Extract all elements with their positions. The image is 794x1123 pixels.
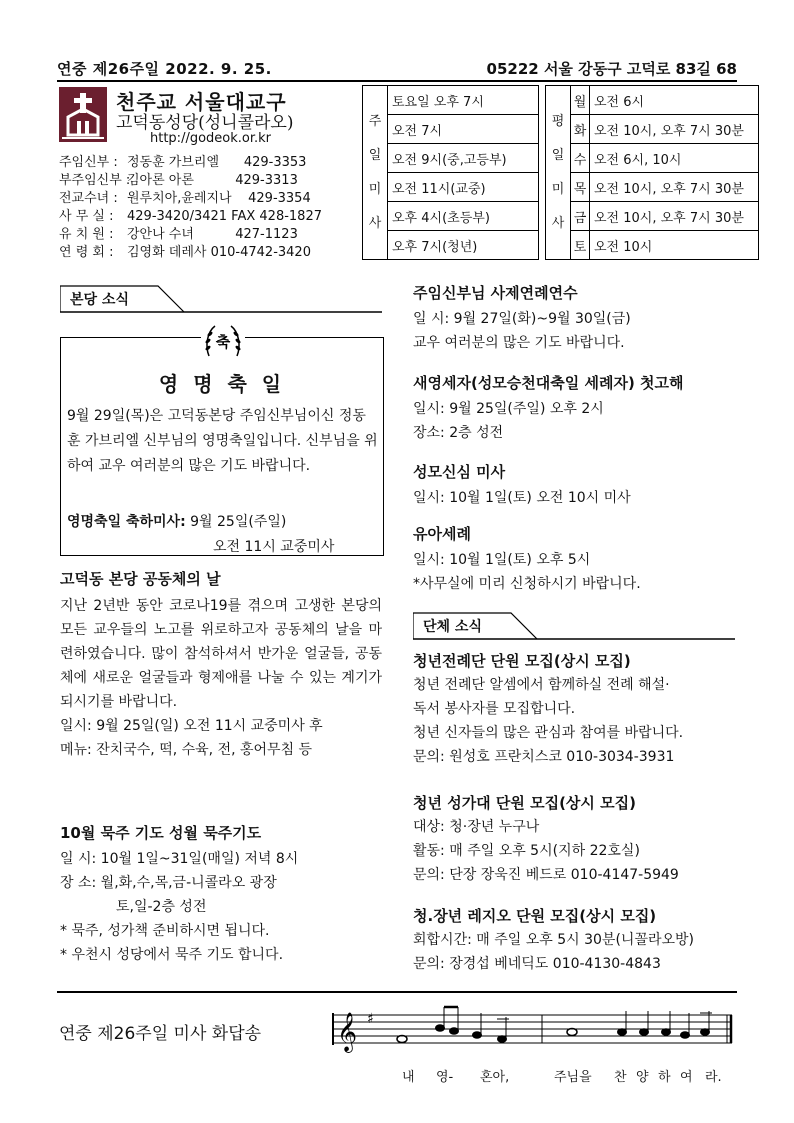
sunday-label-char: 사	[368, 215, 382, 231]
psalm-lyric-syllable: 주님을	[554, 1070, 592, 1085]
feast-mass	[67, 510, 334, 560]
weekday-mass-time: 오전 10시, 오후 7시 30분	[590, 173, 759, 202]
psalm-lyric-syllable: 영-	[436, 1070, 454, 1085]
weekday-mass-time: 오전 10시, 오후 7시 30분	[590, 115, 759, 144]
sunday-mass-time: 토요일 오후 7시	[388, 86, 539, 115]
svg-text:𝄞: 𝄞	[337, 1012, 358, 1052]
community-day-menu: 메뉴: 잔치국수, 떡, 수육, 전, 홍어무침 등	[60, 742, 313, 758]
staff-role: 사 무 실 :	[59, 209, 114, 224]
weekday-name: 토	[571, 231, 590, 260]
rosary-place-weekend: 토,일-2층 성전	[116, 899, 207, 915]
staff-contact: 김영화 데레사 010-4742-3420	[127, 245, 311, 260]
archdiocese-name: 천주교 서울대교구	[116, 90, 287, 114]
psalm-lyric-syllable: 찬	[614, 1070, 627, 1085]
sunday-mass-time: 오후 4시(초등부)	[388, 202, 539, 231]
weekday-name: 화	[571, 115, 590, 144]
youth-choir-section	[413, 792, 743, 887]
masthead	[57, 56, 737, 82]
youth-liturgy-line-2: 독서 봉사자를 모집합니다.	[413, 701, 576, 717]
weekday-name: 월	[571, 86, 590, 115]
sunday-label-char: 미	[368, 181, 382, 197]
confession-title: 새영세자(성모승천대축일 세례자) 첫고해	[413, 374, 684, 392]
staff-contact: 429-3420/3421 FAX 428-1827	[127, 209, 322, 224]
legio-section	[413, 905, 743, 976]
feast-body: 9월 29일(목)은 고덕동본당 주임신부님이신 정동훈 가브리엘 신부님의 영명축일입니다. 신부님을 위하여 교우 여러분의 많은 기도 바랍니다.	[67, 408, 378, 474]
laurel-icon	[201, 318, 245, 364]
mass-schedule-table	[362, 85, 759, 260]
staff-role: 전교수녀 :	[59, 191, 118, 206]
feast-day-box	[60, 333, 384, 556]
church-address: 05222 서울 강동구 고덕로 83길 68	[486, 60, 737, 78]
weekday-mass-time: 오전 10시, 오후 7시 30분	[590, 202, 759, 231]
community-day-title: 고덕동 본당 공동체의 날	[60, 570, 221, 588]
staff-contact: 원루치아,윤레지나 429-3354	[127, 191, 311, 206]
weekday-name: 수	[571, 144, 590, 173]
marian-mass-date: 일시: 10월 1일(토) 오전 10시 미사	[413, 490, 631, 506]
staff-row	[59, 190, 359, 208]
sunday-mass-time: 오전 7시	[388, 115, 539, 144]
weekday-label-char: 평	[551, 113, 565, 129]
youth-choir-title: 청년 성가대 단원 모집(상시 모집)	[413, 794, 636, 812]
parish-news-label: 본당 소식	[70, 292, 129, 308]
rosary-date: 일 시: 10월 1일~31일(매일) 저녁 8시	[60, 851, 299, 867]
group-news-header	[413, 612, 735, 638]
infant-baptism-date: 일시: 10월 1일(토) 오후 5시	[413, 552, 591, 568]
youth-liturgy-title: 청년전례단 단원 모집(상시 모집)	[413, 652, 631, 670]
feast-mass-date: 9월 25일(주일)	[190, 514, 287, 530]
psalm-lyric-syllable: 여	[680, 1070, 693, 1085]
staff-role: 유 치 원 :	[59, 227, 114, 242]
confession-place: 장소: 2층 성전	[413, 425, 504, 441]
group-news-label: 단체 소식	[423, 619, 482, 635]
infant-baptism-title: 유아세례	[413, 525, 471, 543]
staff-role: 연 령 회 :	[59, 245, 114, 260]
weekday-mass-time: 오전 6시, 10시	[590, 144, 759, 173]
rosary-section	[60, 822, 382, 967]
youth-choir-activity: 활동: 매 주일 오후 5시(지하 22호실)	[413, 843, 640, 859]
weekday-mass-label	[546, 86, 571, 260]
legio-title: 청.장년 레지오 단원 모집(상시 모집)	[413, 907, 657, 925]
community-day-date: 일시: 9월 25일(일) 오전 11시 교중미사 후	[60, 718, 323, 734]
psalm-label: 연중 제26주일 미사 화답송	[59, 1024, 262, 1044]
rosary-note-1: * 묵주, 성가책 준비하시면 됩니다.	[60, 923, 270, 939]
psalm-lyric-syllable: 양	[636, 1070, 649, 1085]
confession-date: 일시: 9월 25일(주일) 오후 2시	[413, 401, 604, 417]
infant-baptism-note: *사무실에 미리 신청하시기 바랍니다.	[413, 576, 641, 592]
retreat-title: 주임신부님 사제연례연수	[413, 284, 578, 302]
weekday-label-char: 미	[551, 181, 565, 197]
staff-directory	[59, 154, 359, 262]
marian-mass-title: 성모신심 미사	[413, 463, 506, 481]
sunday-mass-time: 오전 9시(중,고등부)	[388, 144, 539, 173]
rosary-title: 10월 묵주 기도 성월 묵주기도	[60, 824, 262, 842]
staff-row	[59, 244, 359, 262]
sunday-mass-label	[363, 86, 388, 260]
marian-mass-section	[413, 461, 735, 510]
rosary-note-2: * 우천시 성당에서 묵주 기도 합니다.	[60, 947, 284, 963]
retreat-note: 교우 여러분의 많은 기도 바랍니다.	[413, 335, 625, 351]
community-day-body: 지난 2년반 동안 코로나19를 겪으며 고생한 본당의 모든 교우들의 노고를 위로하고자 공동체의 날을 마련하였습니다. 많이 참석하셔서 반가운 얼굴들, 공동체에 새로운 얼굴들과 형제애를 나눌 수 있는 계기가 되시기를 바랍니다.	[60, 598, 382, 710]
schedule-row	[363, 86, 759, 115]
staff-contact: 정동훈 가브리엘 429-3353	[127, 155, 307, 170]
feast-mass-label: 영명축일 축하미사:	[67, 514, 186, 530]
sunday-mass-time: 오후 7시(청년)	[388, 231, 539, 260]
retreat-section	[413, 282, 735, 355]
church-logo-graphic	[59, 87, 107, 142]
staff-row	[59, 154, 359, 172]
weekday-label-char: 사	[551, 215, 565, 231]
feast-title: 영 명 축 일	[158, 372, 286, 396]
sunday-mass-time: 오전 11시(교중)	[388, 173, 539, 202]
feast-mass-time: 오전 11시 교중미사	[213, 539, 335, 555]
staff-role: 부주임신부 :	[59, 173, 131, 188]
youth-choir-contact: 문의: 단장 장욱진 베드로 010-4147-5949	[413, 867, 679, 883]
weekday-mass-time: 오전 10시	[590, 231, 759, 260]
staff-row	[59, 226, 359, 244]
confession-section	[413, 372, 743, 445]
weekday-name: 목	[571, 173, 590, 202]
church-logo	[59, 87, 107, 142]
responsorial-psalm	[57, 991, 737, 1085]
staff-row	[59, 172, 359, 190]
rosary-place-weekday: 장 소: 월,화,수,목,금-니콜라오 광장	[60, 875, 277, 891]
staff-row	[59, 208, 359, 226]
svg-text:축: 축	[215, 333, 231, 351]
weekday-mass-time: 오전 6시	[590, 86, 759, 115]
youth-choir-target: 대상: 청·장년 누구나	[413, 819, 540, 835]
sunday-label-char: 일	[368, 147, 382, 163]
youth-liturgy-section	[413, 650, 743, 769]
psalm-lyric-syllable: 혼아,	[480, 1070, 510, 1085]
svg-text:♯: ♯	[367, 1011, 374, 1027]
legio-time: 회합시간: 매 주일 오후 5시 30분(니꼴라오방)	[413, 932, 694, 948]
music-staff	[327, 1001, 737, 1061]
staff-contact: 강안나 수녀 427-1123	[127, 227, 298, 242]
youth-liturgy-contact: 문의: 원성호 프란치스코 010-3034-3931	[413, 749, 675, 765]
sunday-label-char: 주	[368, 113, 382, 129]
weekday-name: 금	[571, 202, 590, 231]
legio-contact: 문의: 장경섭 베네딕도 010-4130-4843	[413, 956, 661, 972]
parish-name: 고덕동성당(성니콜라오)	[116, 113, 294, 133]
youth-liturgy-line-3: 청년 신자들의 많은 관심과 참여를 바랍니다.	[413, 725, 684, 741]
staff-contact: 김아론 아론 429-3313	[127, 173, 298, 188]
psalm-lyric-syllable: 라.	[705, 1070, 722, 1085]
psalm-lyric-syllable: 내	[402, 1070, 415, 1085]
weekday-label-char: 일	[551, 147, 565, 163]
table-gap	[539, 86, 546, 260]
bulletin-date: 연중 제26주일 2022. 9. 25.	[57, 60, 272, 78]
retreat-date: 일 시: 9월 27일(화)~9월 30일(금)	[413, 311, 631, 327]
youth-liturgy-line-1: 청년 전례단 알셈에서 함께하실 전례 해설·	[413, 677, 670, 693]
infant-baptism-section	[413, 523, 735, 596]
staff-role: 주임신부 :	[59, 155, 118, 170]
psalm-lyric-syllable: 하	[658, 1070, 671, 1085]
community-day-section	[60, 568, 382, 762]
parish-news-header	[60, 285, 382, 311]
parish-website-link[interactable]: http://godeok.or.kr	[150, 131, 272, 146]
